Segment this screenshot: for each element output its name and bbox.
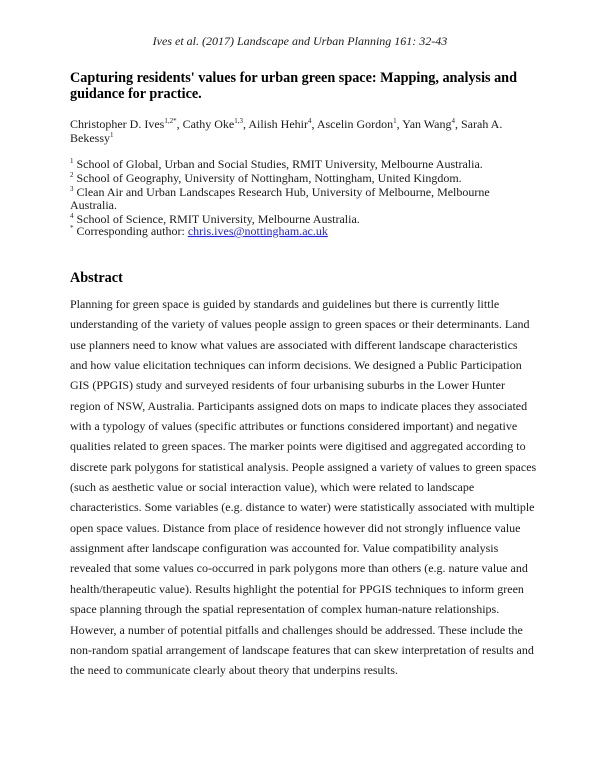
abstract-heading: Abstract bbox=[70, 270, 123, 286]
abstract-line: region of NSW, Australia. Participants assigned dots on maps to indicate places they associated bbox=[70, 398, 528, 413]
abstract-line: use planners need to know what values are associated with different landscape characteristics bbox=[70, 337, 518, 352]
author-name: Ascelin Gordon bbox=[316, 117, 394, 131]
paper-title-line-1: Capturing residents' values for urban green space: Mapping, analysis and bbox=[70, 70, 517, 86]
affiliation-text: School of Geography, University of Nottingham, Nottingham, United Kingdom. bbox=[73, 171, 462, 185]
affiliation-mark: 1 bbox=[70, 157, 74, 165]
abstract-line: (such as aesthetic value or social interaction value), which were related to landscape bbox=[70, 480, 475, 495]
paper-title-line-2: guidance for practice. bbox=[70, 86, 202, 102]
abstract-line: understanding of the variety of values people assign to green spaces or their determinants. Land bbox=[70, 317, 530, 332]
affiliation-mark: 3 bbox=[70, 185, 74, 193]
running-header: Ives et al. (2017) Landscape and Urban Planning 161: 32-43 bbox=[152, 34, 448, 48]
author-name: Cathy Oke bbox=[182, 117, 235, 131]
author-affiliation-mark: 1 bbox=[393, 117, 397, 125]
author-name: Bekessy bbox=[70, 131, 110, 145]
affiliation-mark: 2 bbox=[70, 171, 74, 179]
author-affiliation-mark: 1,3 bbox=[234, 117, 243, 125]
abstract-line: GIS (PPGIS) study and surveyed residents of four urbanising suburbs in the Lower Hunter bbox=[70, 378, 505, 393]
abstract-line: revealed that some values co-occurred in park polygons more than others (e.g. nature value and bbox=[70, 561, 528, 576]
affiliation-text: Australia. bbox=[70, 198, 117, 212]
abstract-line: characteristics. Some variables (e.g. distance to water) were statistically associated with multiple bbox=[70, 500, 535, 515]
author-list-line-1 bbox=[70, 117, 502, 132]
abstract-line: discrete park polygons for statistical analysis. People assigned a variety of values to green spaces bbox=[70, 459, 537, 474]
abstract-line: open space values. Distance from place of residence however did not strongly influence value bbox=[70, 520, 521, 535]
affiliation-text: School of Global, Urban and Social Studies, RMIT University, Melbourne Australia. bbox=[73, 157, 483, 171]
abstract-line: Planning for green space is guided by standards and guidelines but there is currently little bbox=[70, 297, 500, 311]
author-name: Yan Wang bbox=[402, 117, 452, 131]
affiliation bbox=[70, 157, 483, 172]
abstract-line: non-random spatial arrangement of landscape features that can skew interpretation of results and bbox=[70, 642, 534, 657]
separator: , bbox=[396, 117, 403, 131]
author-list-line-2 bbox=[70, 131, 114, 146]
affiliation-text: Clean Air and Urban Landscapes Research Hub, University of Melbourne, Melbourne bbox=[73, 185, 490, 199]
separator: , bbox=[176, 117, 183, 131]
abstract-line: However, a number of potential pitfalls and challenges should be addressed. These include the bbox=[70, 622, 523, 637]
abstract-line: space planning through the spatial representation of complex human-nature relationships. bbox=[70, 602, 500, 617]
author-name: Christopher D. Ives bbox=[70, 117, 165, 131]
abstract-body bbox=[70, 294, 536, 681]
abstract-line: and how value elicitation techniques can inform decisions. We designed a Public Participation bbox=[70, 358, 522, 373]
corresponding-author bbox=[70, 224, 328, 239]
author-affiliation-mark: 4 bbox=[308, 117, 312, 125]
affiliation bbox=[70, 198, 117, 213]
corresponding-email-link[interactable]: chris.ives@nottingham.ac.uk bbox=[187, 224, 328, 238]
abstract-line: with a typology of values (specific attributes or functions considered important) and negative bbox=[70, 419, 518, 434]
author-affiliation-mark: 1 bbox=[110, 131, 114, 139]
affiliation-text: School of Science, RMIT University, Melbourne Australia. bbox=[73, 212, 360, 226]
affiliation bbox=[70, 171, 462, 186]
abstract-line: the need to communicate clearly about theory that underpins results. bbox=[70, 663, 398, 678]
author-affiliation-mark: 4 bbox=[451, 117, 455, 125]
abstract-line: health/therapeutic value). Results highlight the potential for PPGIS techniques to inform green bbox=[70, 581, 524, 596]
affiliation bbox=[70, 185, 490, 200]
separator: , Sarah A. bbox=[455, 117, 503, 131]
abstract-line: qualities related to green spaces. The marker points were digitised and aggregated according to bbox=[70, 439, 526, 454]
separator: , bbox=[311, 117, 317, 131]
corresponding-mark: * bbox=[70, 224, 74, 232]
author-name: Ailish Hehir bbox=[248, 117, 308, 131]
author-affiliation-mark: 1,2* bbox=[164, 117, 177, 125]
separator: , bbox=[242, 117, 249, 131]
affiliation-mark: 4 bbox=[70, 212, 74, 220]
corresponding-label: Corresponding author: bbox=[73, 224, 188, 238]
abstract-line: assignment after landscape configuration was accounted for. Value compatibility analysis bbox=[70, 541, 499, 556]
